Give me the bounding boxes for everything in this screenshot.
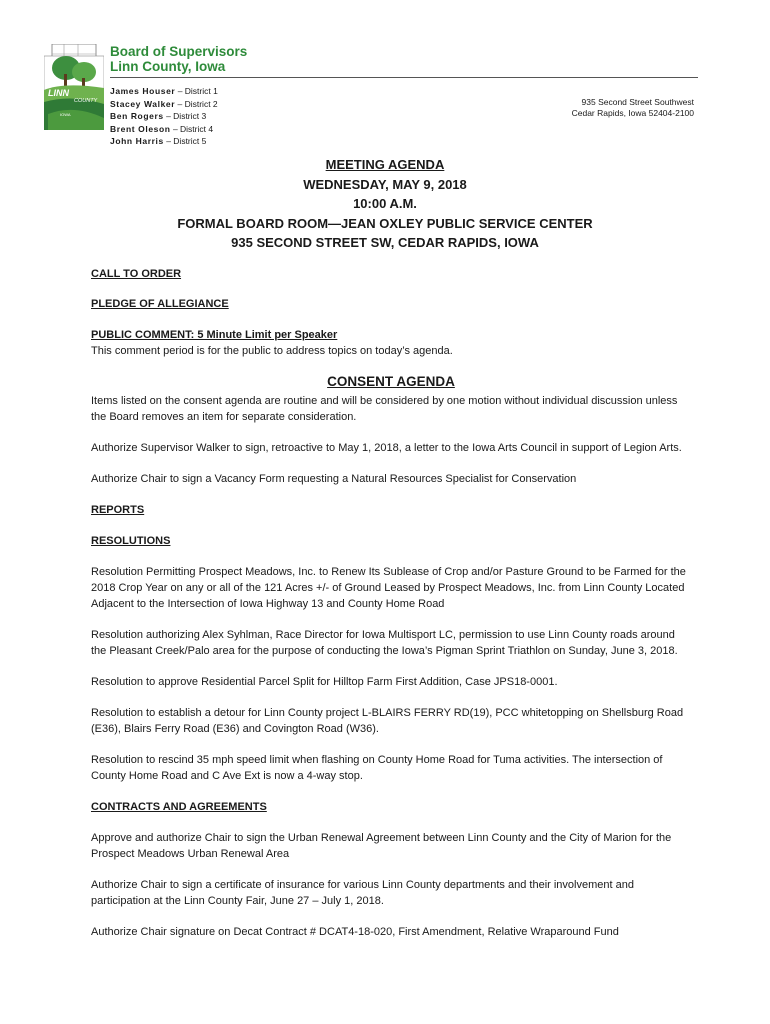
supervisor-name: Ben Rogers <box>110 111 164 122</box>
pledge-heading: PLEDGE OF ALLEGIANCE <box>91 298 229 310</box>
meeting-address: 935 SECOND STREET SW, CEDAR RAPIDS, IOWA <box>231 235 539 250</box>
consent-item: Authorize Supervisor Walker to sign, retroactive to May 1, 2018, a letter to the Iowa Arts Council in support of Legion Arts. <box>91 442 682 454</box>
resolution-item: Resolution to rescind 35 mph speed limit when flashing on County Home Road for Tuma activities. The intersection of County Home Road and C Ave Ext is now a 4-way stop. <box>91 754 663 782</box>
org-title <box>110 44 247 74</box>
supervisor-district: – District 1 <box>175 86 218 96</box>
meeting-room: FORMAL BOARD ROOM—JEAN OXLEY PUBLIC SERVICE CENTER <box>177 215 593 231</box>
contract-item: Approve and authorize Chair to sign the Urban Renewal Agreement between Linn County and the City of Marion for the Prospect Meadows Urban Renewal Area <box>91 832 672 860</box>
meeting-time: 10:00 A.M. <box>353 196 417 211</box>
call-to-order-heading: CALL TO ORDER <box>91 268 182 280</box>
org-title-line2: Linn County, Iowa <box>110 59 226 74</box>
contract-item: Authorize Chair to sign a certificate of insurance for various Linn County departments and their involvement and participation at the Linn County Fair, June 27 – July 1, 2018. <box>91 879 634 907</box>
office-address <box>572 97 694 119</box>
supervisor-entry <box>110 135 218 148</box>
meeting-title-block <box>0 155 770 253</box>
supervisor-entry <box>110 110 218 123</box>
svg-text:COUNTY: COUNTY <box>74 98 98 104</box>
header-rule <box>110 77 698 78</box>
linn-county-logo <box>44 44 104 130</box>
org-title-line1: Board of Supervisors <box>110 44 248 59</box>
resolution-item: Resolution to establish a detour for Linn County project L-BLAIRS FERRY RD(19), PCC whitetopping on Shellsburg Road (E36), Blairs Ferry Road (E36) and Covington Road (W36). <box>91 707 684 735</box>
supervisor-list <box>110 85 218 148</box>
resolutions-heading: RESOLUTIONS <box>91 535 171 547</box>
resolution-item: Resolution Permitting Prospect Meadows, Inc. to Renew Its Sublease of Crop and/or Pasture Ground to be Farmed for the 2018 Crop Year on any or all of the 121 Acres +/- of Ground Leased by Prospect Meadows, Inc. from Linn County Located Adjacent to the Intersection of Iowa Highway 13 and County Home Road <box>91 566 686 610</box>
logo-text-linn: LINN <box>48 88 69 98</box>
consent-agenda-heading: CONSENT AGENDA <box>327 374 455 389</box>
consent-item: Authorize Chair to sign a Vacancy Form requesting a Natural Resources Specialist for Conservation <box>91 473 577 485</box>
supervisor-name: Brent Oleson <box>110 123 171 134</box>
resolution-item: Resolution to approve Residential Parcel Split for Hilltop Farm First Addition, Case JPS18-0001. <box>91 676 558 688</box>
supervisor-entry <box>110 123 218 136</box>
consent-item: Items listed on the consent agenda are routine and will be considered by one motion without individual discussion unless the Board removes an item for separate consideration. <box>91 395 678 423</box>
reports-heading: REPORTS <box>91 504 145 516</box>
agenda-title: MEETING AGENDA <box>325 157 445 172</box>
supervisor-district: – District 5 <box>163 136 207 147</box>
supervisor-name: James Houser <box>110 86 176 96</box>
agenda-body <box>91 266 691 955</box>
supervisor-entry <box>110 98 218 111</box>
logo-text-iowa: IOWA <box>60 112 71 117</box>
supervisor-name: John Harris <box>110 136 164 147</box>
supervisor-district: – District 2 <box>175 98 218 109</box>
supervisor-district: – District 3 <box>163 111 207 122</box>
meeting-date: WEDNESDAY, MAY 9, 2018 <box>303 176 467 192</box>
resolution-item: Resolution authorizing Alex Syhlman, Race Director for Iowa Multisport LC, permission to use Linn County roads around the Pleasant Creek/Palo area for the purpose of conducting the Iowa’s Pigman Sprint Triathlon on Sunday, June 3, 2018. <box>91 629 678 657</box>
contracts-heading: CONTRACTS AND AGREEMENTS <box>91 801 267 813</box>
public-comment-heading: PUBLIC COMMENT: 5 Minute Limit per Speaker <box>91 329 338 341</box>
public-comment-text: This comment period is for the public to address topics on today’s agenda. <box>91 345 453 357</box>
supervisor-name: Stacey Walker <box>110 98 176 109</box>
contract-item: Authorize Chair signature on Decat Contract # DCAT4-18-020, First Amendment, Relative Wraparound Fund <box>91 926 619 938</box>
address-line1: 935 Second Street Southwest <box>581 97 694 107</box>
supervisor-district: – District 4 <box>170 123 214 134</box>
address-line2: Cedar Rapids, Iowa 52404-2100 <box>571 108 694 118</box>
supervisor-entry <box>110 85 218 98</box>
